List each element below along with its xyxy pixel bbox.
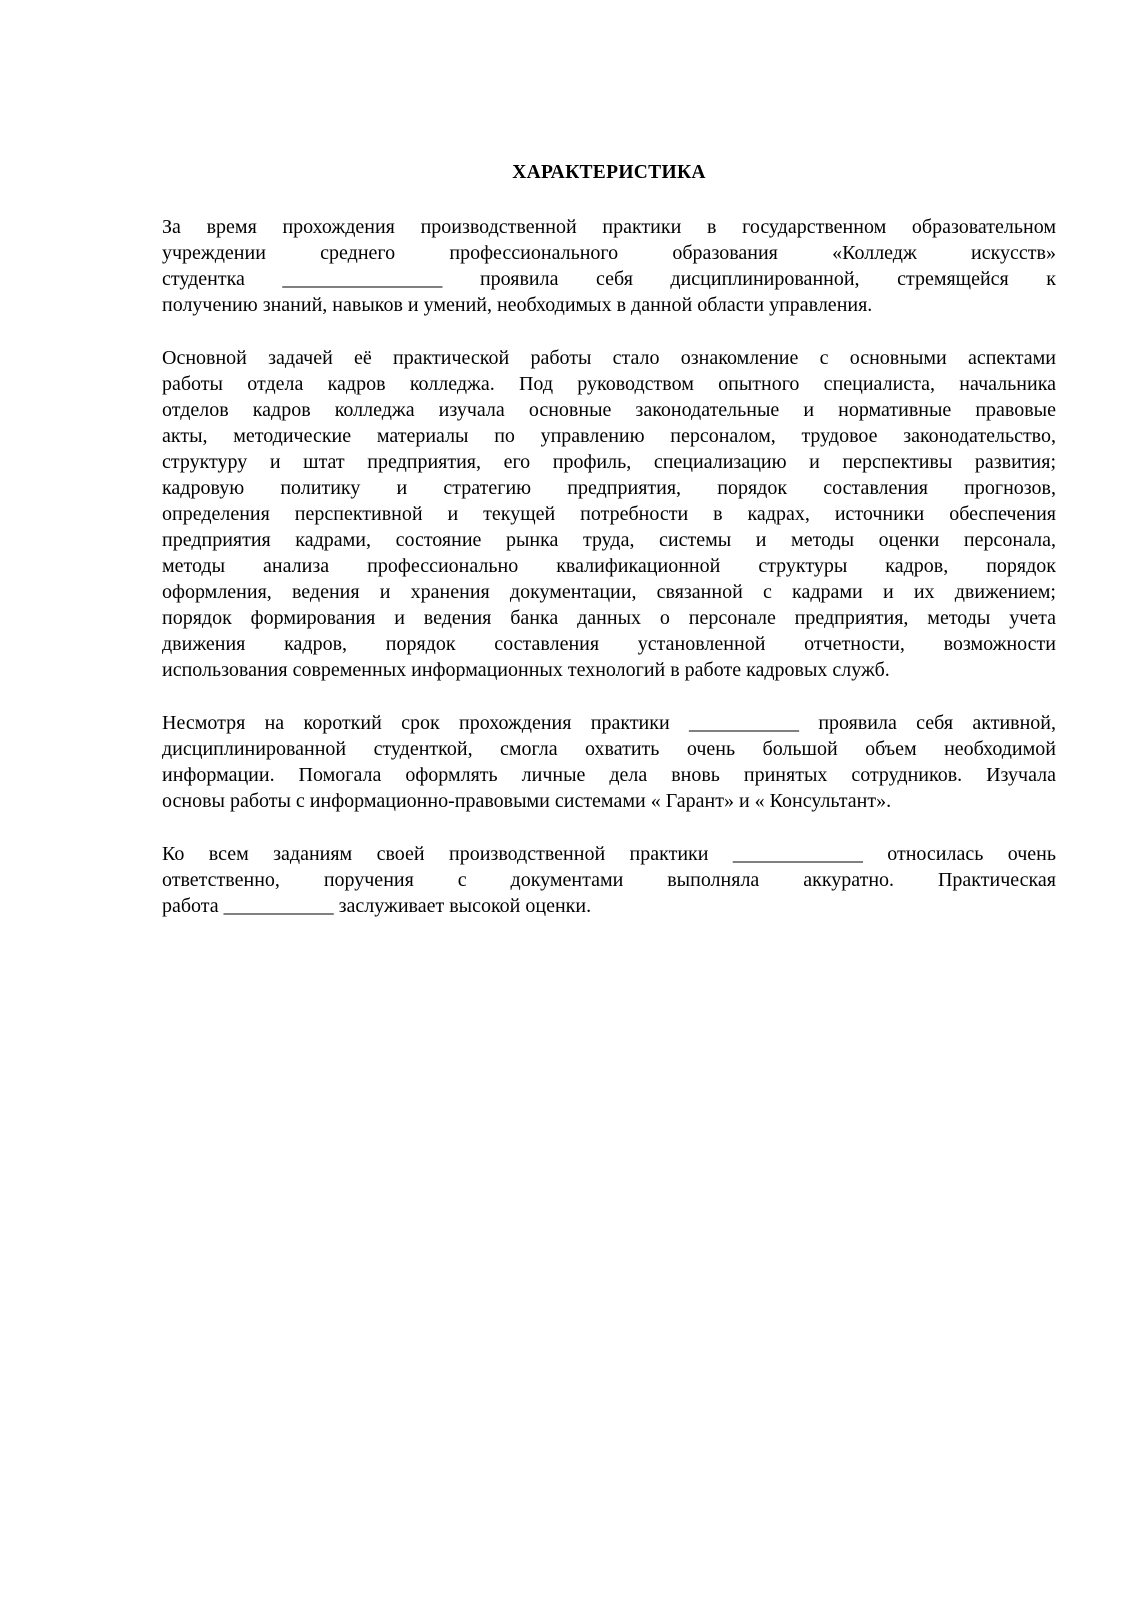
text-line: отделов кадров колледжа изучала основные законодательные и нормативные правовые [162,399,1056,421]
text-line: порядок формирования и ведения банка данных о персонале предприятия, методы учета [162,607,1056,629]
text-line: движения кадров, порядок составления установленной отчетности, возможности [162,633,1056,655]
text-line: информации. Помогала оформлять личные дела вновь принятых сотрудников. Изучала [162,764,1056,786]
document-title: ХАРАКТЕРИСТИКА [512,162,706,183]
text-line: основы работы с информационно-правовыми системами « Гарант» и « Консультант». [162,790,892,812]
text-line: оформления, ведения и хранения документации, связанной с кадрами и их движением; [162,581,1056,603]
text-line: учреждении среднего профессионального образования «Колледж искусств» [162,242,1056,264]
text-line: Несмотря на короткий срок прохождения практики ___________ проявила себя активной, [162,712,1056,734]
text-line: ответственно, поручения с документами выполняла аккуратно. Практическая [162,869,1056,891]
text-line: Ко всем заданиям своей производственной практики _____________ относилась очень [162,843,1056,865]
text-line: акты, методические материалы по управлению персоналом, трудовое законодательство, [162,425,1056,447]
text-line: кадровую политику и стратегию предприятия, порядок составления прогнозов, [162,477,1056,499]
text-line: работа ___________ заслуживает высокой оценки. [162,895,592,917]
paragraph-4 [162,841,1056,919]
paragraph-1 [162,214,1056,318]
text-line: структуру и штат предприятия, его профиль, специализацию и перспективы развития; [162,451,1056,473]
text-line: использования современных информационных технологий в работе кадровых служб. [162,659,890,681]
text-line: предприятия кадрами, состояние рынка труда, системы и методы оценки персонала, [162,529,1056,551]
text-line: Основной задачей её практической работы стало ознакомление с основными аспектами [162,347,1056,369]
text-line: методы анализа профессионально квалификационной структуры кадров, порядок [162,555,1056,577]
text-line: определения перспективной и текущей потребности в кадрах, источники обеспечения [162,503,1056,525]
text-line: За время прохождения производственной практики в государственном образовательном [162,216,1056,238]
text-line: студентка ________________ проявила себя дисциплинированной, стремящейся к [162,268,1056,290]
document-page [162,160,1056,946]
text-line: работы отдела кадров колледжа. Под руководством опытного специалиста, начальника [162,373,1056,395]
paragraph-2 [162,345,1056,683]
paragraph-3 [162,710,1056,814]
text-line: получению знаний, навыков и умений, необходимых в данной области управления. [162,294,873,316]
text-line: дисциплинированной студенткой, смогла охватить очень большой объем необходимой [162,738,1056,760]
